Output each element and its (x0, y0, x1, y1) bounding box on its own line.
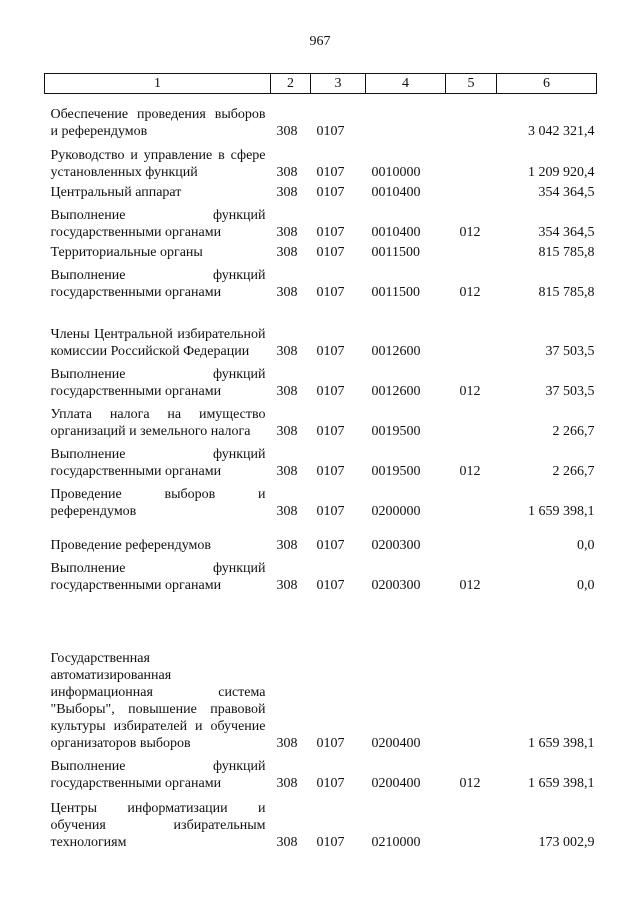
row-col4: 0010400 (371, 225, 421, 240)
row-col2: 308 (276, 245, 298, 260)
table-header-row (45, 74, 597, 94)
row-name: Уплата налога на имущество организаций и земельного налога (50, 407, 266, 439)
row-name: Выполнение функций государственными органами (50, 759, 266, 791)
row-col4: 0011500 (371, 285, 420, 300)
row-col3: 0107 (316, 285, 345, 300)
row-name: Центральный аппарат (50, 185, 182, 200)
row-col5 (446, 792, 497, 851)
column-header-2: 2 (271, 74, 311, 94)
row-amount: 1 209 920,4 (528, 165, 595, 180)
row-col2: 308 (276, 344, 298, 359)
column-header-1: 1 (45, 74, 271, 94)
row-col4: 0011500 (371, 245, 420, 260)
row-col2: 308 (276, 538, 298, 553)
table-row (45, 181, 597, 201)
row-col2: 308 (276, 504, 298, 519)
column-header-5: 5 (446, 74, 497, 94)
table-row (45, 301, 597, 360)
row-name: Территориальные органы (50, 245, 203, 260)
column-header-4: 4 (366, 74, 446, 94)
row-amount: 1 659 398,1 (528, 736, 595, 751)
row-spacer (45, 520, 597, 534)
row-amount: 37 503,5 (545, 344, 595, 359)
row-col2: 308 (276, 225, 298, 240)
row-spacer (45, 594, 597, 618)
row-col5 (446, 480, 497, 520)
row-amount: 2 266,7 (552, 464, 595, 479)
row-col5: 012 (459, 384, 481, 399)
row-col2: 308 (276, 124, 298, 139)
row-amount: 2 266,7 (552, 424, 595, 439)
table-row (45, 241, 597, 261)
table-row (45, 440, 597, 480)
row-amount: 815 785,8 (538, 285, 595, 300)
row-col3: 0107 (316, 538, 345, 553)
table-row (45, 201, 597, 241)
table-row (45, 618, 597, 752)
row-col5: 012 (459, 578, 481, 593)
table-row (45, 792, 597, 851)
row-col3: 0107 (316, 578, 345, 593)
row-name: Центры информатизации и обучения избирательным технологиям (50, 801, 266, 850)
row-col4: 0019500 (371, 464, 421, 479)
row-col4: 0012600 (371, 384, 421, 399)
row-col4: 0200300 (371, 538, 421, 553)
table-row (45, 360, 597, 400)
row-col3: 0107 (316, 124, 345, 139)
row-col2: 308 (276, 776, 298, 791)
row-col5 (446, 98, 497, 140)
row-col4: 0210000 (371, 835, 421, 850)
row-name: Выполнение функций государственными органами (50, 561, 266, 593)
table-row (45, 261, 597, 301)
row-col4: 0200400 (371, 736, 421, 751)
row-amount: 173 002,9 (538, 835, 595, 850)
row-col5: 012 (459, 225, 481, 240)
row-col3: 0107 (316, 835, 345, 850)
row-col3: 0107 (316, 185, 345, 200)
row-col5 (446, 301, 497, 360)
row-name: Государственная автоматизированная информационная система "Выборы", повышение правовой культуры избирателей и обучение организаторов выборов (50, 651, 266, 751)
row-col5: 012 (459, 776, 481, 791)
row-col3: 0107 (316, 424, 345, 439)
table-row (45, 140, 597, 181)
row-col3: 0107 (316, 464, 345, 479)
row-col5 (446, 534, 497, 554)
row-col3: 0107 (316, 245, 345, 260)
row-col2: 308 (276, 835, 298, 850)
row-col5 (446, 181, 497, 201)
row-col3: 0107 (316, 504, 345, 519)
row-col2: 308 (276, 424, 298, 439)
row-amount: 1 659 398,1 (528, 504, 595, 519)
row-amount: 354 364,5 (538, 225, 595, 240)
row-col2: 308 (276, 464, 298, 479)
table-row (45, 554, 597, 594)
column-header-6: 6 (497, 74, 597, 94)
row-col3: 0107 (316, 384, 345, 399)
table-body (45, 98, 597, 851)
row-amount: 37 503,5 (545, 384, 595, 399)
row-col5 (446, 140, 497, 181)
column-header-3: 3 (311, 74, 366, 94)
row-name: Выполнение функций государственными органами (50, 268, 266, 300)
row-col2: 308 (276, 285, 298, 300)
row-col4: 0200400 (371, 776, 421, 791)
row-col4: 0012600 (371, 344, 421, 359)
row-amount: 1 659 398,1 (528, 776, 595, 791)
row-name: Обеспечение проведения выборов и референдумов (50, 107, 266, 139)
row-col5 (446, 400, 497, 440)
row-col4: 0200300 (371, 578, 421, 593)
row-col4: 0010000 (371, 165, 421, 180)
row-amount: 815 785,8 (538, 245, 595, 260)
row-col3: 0107 (316, 165, 345, 180)
row-col2: 308 (276, 185, 298, 200)
row-name: Члены Центральной избирательной комиссии Российской Федерации (50, 327, 266, 359)
row-col5: 012 (459, 464, 481, 479)
row-name: Выполнение функций государственными органами (50, 367, 266, 399)
row-name: Руководство и управление в сфере установленных функций (50, 148, 266, 180)
row-col5 (446, 241, 497, 261)
row-col4: 0019500 (371, 424, 421, 439)
table-row (45, 752, 597, 792)
row-col4: 0010400 (371, 185, 421, 200)
row-col2: 308 (276, 736, 298, 751)
row-amount: 0,0 (577, 578, 595, 593)
row-col3: 0107 (316, 776, 345, 791)
row-name: Проведение выборов и референдумов (50, 487, 266, 519)
row-amount: 3 042 321,4 (528, 124, 595, 139)
row-col5 (446, 618, 497, 752)
row-name: Проведение референдумов (50, 538, 211, 553)
row-col2: 308 (276, 384, 298, 399)
row-amount: 0,0 (577, 538, 595, 553)
row-col4: 0200000 (371, 504, 421, 519)
page-number: 967 (309, 34, 331, 49)
budget-table (44, 73, 597, 851)
row-col3: 0107 (316, 225, 345, 240)
row-col3: 0107 (316, 344, 345, 359)
row-col2: 308 (276, 578, 298, 593)
row-name: Выполнение функций государственными органами (50, 447, 266, 479)
row-amount: 354 364,5 (538, 185, 595, 200)
row-col4 (366, 98, 446, 140)
table-row (45, 534, 597, 554)
row-name: Выполнение функций государственными органами (50, 208, 266, 240)
table-row (45, 400, 597, 440)
table-row (45, 480, 597, 520)
row-col3: 0107 (316, 736, 345, 751)
row-col5: 012 (459, 285, 481, 300)
row-col2: 308 (276, 165, 298, 180)
table-row (45, 98, 597, 140)
